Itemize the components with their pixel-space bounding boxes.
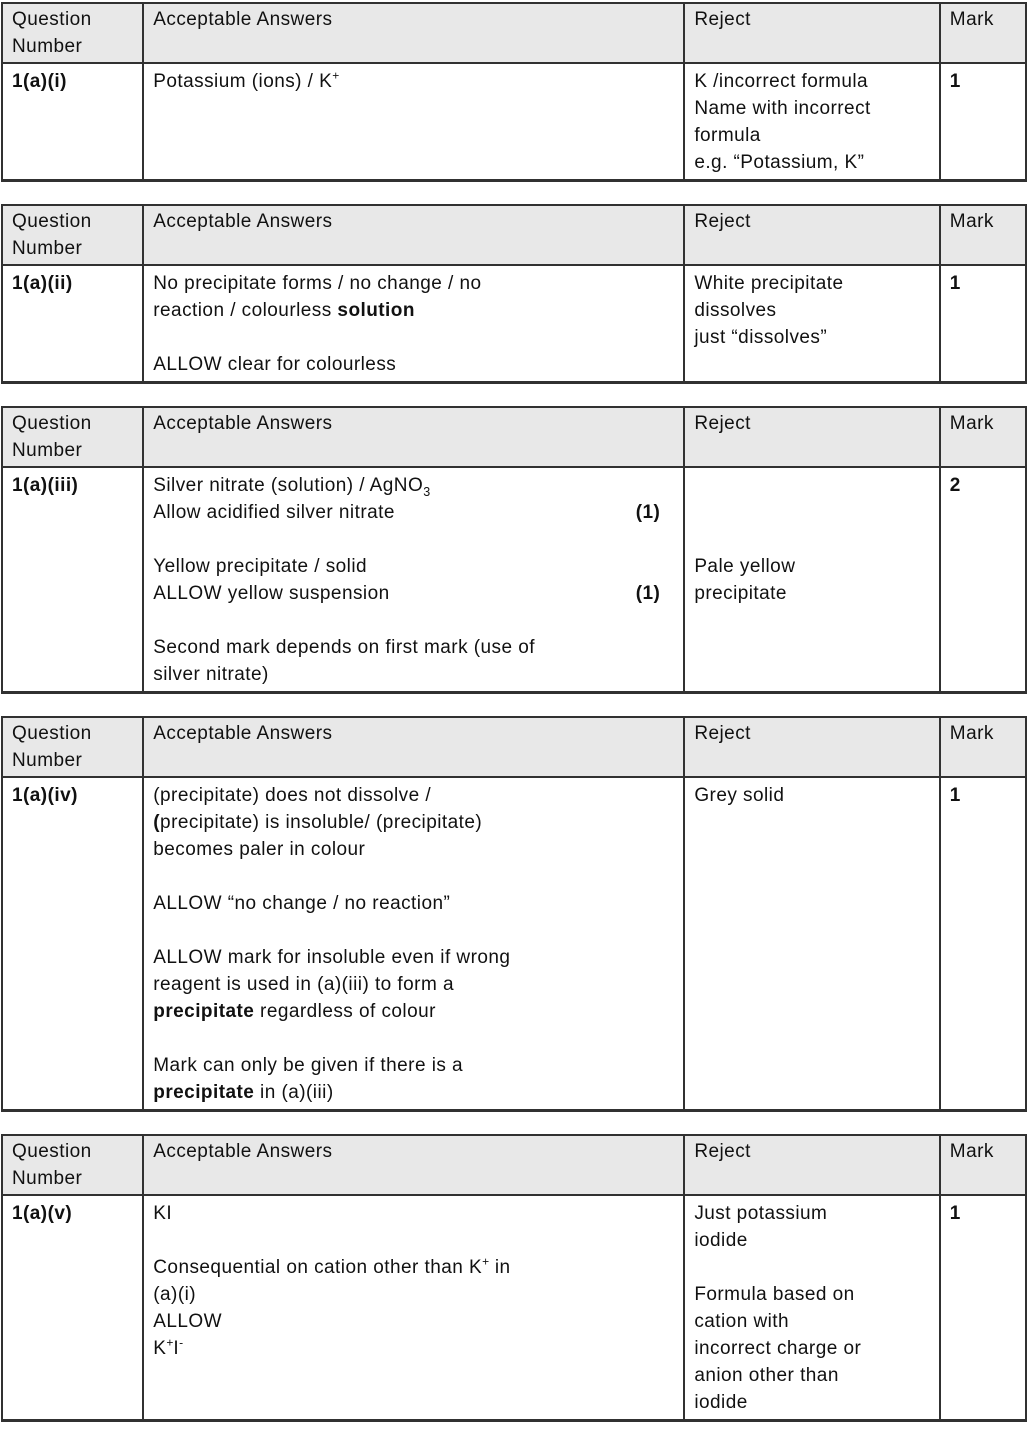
text-run: Just potassium [694,1203,828,1224]
question-number-header: Question Number [2,717,143,777]
text-run: No precipitate forms / no change / no [153,273,482,294]
text-run: reagent is used in (a)(iii) to form a [153,974,454,995]
question-number-cell [2,1195,143,1421]
text-line [153,971,674,998]
mark-header: Mark [940,717,1026,777]
text-run: anion other than [694,1365,839,1386]
text-run: Allow acidified silver nitrate [153,502,395,523]
acceptable-answers-cell [143,467,684,693]
reject-header: Reject [684,407,939,467]
text-line-left [153,1055,463,1076]
text-run: (precipitate) does not dissolve / [153,785,432,806]
text-line [153,1052,674,1079]
question-number-value: 1(a)(iii) [12,475,79,496]
text-line-left [694,125,761,146]
text-line [153,782,674,809]
text-run: just “dissolves” [694,327,828,348]
text-run: Silver nitrate (solution) / AgNO [153,475,424,496]
text-line [694,95,929,122]
mark-header: Mark [940,407,1026,467]
reject-header: Reject [684,205,939,265]
text-line [694,270,929,297]
mark-value: 1 [949,1203,961,1224]
text-line-left [153,556,367,577]
text-line [153,351,674,378]
text-line [153,1308,674,1335]
text-line-left [153,920,159,941]
text-line-left [153,580,389,607]
text-line-left [153,893,450,914]
mark-header: Mark [940,1135,1026,1195]
text-run: solution [337,300,415,321]
text-line [694,1200,929,1227]
acceptable-answers-cell [143,265,684,383]
text-line-left [153,664,269,685]
acceptable-answers-cell [143,777,684,1111]
text-line-left [153,785,431,806]
text-run: Grey solid [694,785,785,806]
text-run: iodide [694,1230,748,1251]
table-header-row [2,407,1026,467]
text-run: reaction / colourless [153,300,338,321]
question-number-value: 1(a)(iv) [12,785,78,806]
text-run: silver nitrate) [153,664,269,685]
text-line [153,1025,674,1052]
text-line [153,297,674,324]
text-line [694,324,929,351]
text-run: in (a)(iii) [254,1082,334,1103]
text-run: Formula based on [694,1284,855,1305]
text-line [153,499,674,526]
text-line [153,270,674,297]
text-line-left [153,1335,184,1359]
text-line [694,1362,929,1389]
question-number-value: 1(a)(i) [12,71,67,92]
text-line [153,1200,674,1227]
text-line [153,1079,674,1106]
text-line-left [694,152,864,173]
text-line-left [153,1284,196,1305]
text-line [153,324,674,351]
text-run: - [179,1335,184,1350]
text-run: 3 [423,484,431,499]
text-line [153,917,674,944]
text-run: precipitate) is insoluble/ (precipitate) [160,812,483,833]
acceptable-answers-header: Acceptable Answers [143,407,684,467]
mark-scheme-table [1,1134,1027,1422]
mark-cell [940,777,1026,1111]
table-header-row [2,205,1026,265]
text-line-left [694,1284,854,1305]
text-run: ALLOW [153,1311,223,1332]
text-line [694,122,929,149]
text-line-left [153,1254,511,1278]
text-run: precipitate [153,1082,255,1103]
question-number-value: 1(a)(v) [12,1203,73,1224]
question-number-cell [2,777,143,1111]
mark-cell [940,467,1026,693]
text-run: + [166,1335,174,1350]
text-line [694,499,929,526]
text-line [694,297,929,324]
table-body-row [2,63,1026,181]
question-number-value: 1(a)(ii) [12,273,73,294]
text-run: Potassium (ions) / K [153,71,333,92]
text-line-left [153,68,340,92]
text-line-left [153,499,395,526]
text-line [153,836,674,863]
text-line-left [153,1028,159,1049]
text-run: ALLOW mark for insoluble even if wrong [153,947,511,968]
text-line-left [694,300,776,321]
text-line [153,68,674,95]
text-line-left [694,1257,700,1278]
text-run: ALLOW “no change / no reaction” [153,893,451,914]
acceptable-answers-header: Acceptable Answers [143,205,684,265]
text-line [153,1335,674,1362]
text-line [694,526,929,553]
text-run: precipitate [153,1001,255,1022]
question-number-cell [2,63,143,181]
text-run: formula [694,125,761,146]
text-line-left [694,327,827,348]
mark-header: Mark [940,3,1026,63]
text-run: cation with [694,1311,790,1332]
text-line-left [153,1082,333,1103]
mark-value: 1 [949,785,961,806]
table-header-row [2,3,1026,63]
text-line [153,809,674,836]
text-run: ( [153,812,161,833]
mark-scheme-table [1,406,1027,694]
text-line [694,68,929,95]
text-line [694,1281,929,1308]
text-run: + [482,1254,490,1269]
text-run: Consequential on cation other than K [153,1257,483,1278]
text-line-left [153,1001,436,1022]
reject-cell [684,63,939,181]
question-number-header: Question Number [2,1135,143,1195]
text-line-left [153,637,535,658]
mark-scheme-table [1,716,1027,1112]
text-run: + [332,68,340,83]
text-line-left [153,354,396,375]
text-line-left [153,812,482,833]
text-line-left [153,839,365,860]
text-run: Pale yellow [694,556,796,577]
text-line [153,526,674,553]
text-run: Second mark depends on first mark (use of [153,637,535,658]
text-line-left [694,98,870,119]
acceptable-answers-header: Acceptable Answers [143,3,684,63]
text-run: Mark can only be given if there is a [153,1055,464,1076]
text-line [694,580,929,607]
text-line [694,1335,929,1362]
text-run: (1) [635,502,661,523]
mark-cell [940,265,1026,383]
acceptable-answers-header: Acceptable Answers [143,717,684,777]
mark-value: 1 [949,71,961,92]
text-line [694,472,929,499]
text-line [153,661,674,688]
question-number-header: Question Number [2,3,143,63]
reject-cell [684,1195,939,1421]
text-line [153,863,674,890]
text-run: ALLOW yellow suspension [153,583,390,604]
text-line-left [153,529,159,550]
table-body-row [2,265,1026,383]
text-line-left [694,273,843,294]
text-line [694,1227,929,1254]
text-run: Name with incorrect [694,98,871,119]
reject-cell [684,265,939,383]
table-body-row [2,777,1026,1111]
text-line-left [694,1311,789,1332]
mark-scheme-table [1,204,1027,384]
acceptable-answers-cell [143,63,684,181]
text-line-left [153,475,431,499]
text-line-left [153,1230,159,1251]
text-line-left [694,556,795,577]
text-run: K /incorrect formula [694,71,869,92]
text-line [153,998,674,1025]
question-number-header: Question Number [2,407,143,467]
text-line-left [153,974,454,995]
text-line [694,553,929,580]
text-line [153,580,674,607]
text-line-left [153,1311,222,1332]
acceptable-answers-header: Acceptable Answers [143,1135,684,1195]
mark-value: 2 [949,475,961,496]
text-line-left [694,529,700,550]
table-header-row [2,717,1026,777]
question-number-cell [2,467,143,693]
text-line [153,1254,674,1281]
marking-point-value [636,580,661,607]
reject-cell [684,467,939,693]
text-line-left [694,502,700,523]
text-line [153,944,674,971]
text-line-left [694,1230,747,1251]
text-line [694,149,929,176]
text-line [153,634,674,661]
mark-scheme-table [1,2,1027,182]
text-run: incorrect charge or [694,1338,862,1359]
mark-cell [940,1195,1026,1421]
text-line [153,553,674,580]
text-line-left [153,947,510,968]
marking-point-value [636,499,661,526]
reject-header: Reject [684,717,939,777]
text-run: Yellow precipitate / solid [153,556,368,577]
text-run: (a)(i) [153,1284,197,1305]
text-run: iodide [694,1392,748,1413]
text-line-left [153,273,481,294]
text-line-left [694,583,787,604]
acceptable-answers-cell [143,1195,684,1421]
text-line-left [694,475,700,496]
text-line [694,1254,929,1281]
text-line-left [694,1365,839,1386]
text-run: in [489,1257,511,1278]
text-line [153,472,674,499]
table-body-row [2,467,1026,693]
text-run: ALLOW clear for colourless [153,354,397,375]
text-line-left [694,1203,827,1224]
text-line-left [694,1338,861,1359]
text-run: becomes paler in colour [153,839,366,860]
text-line-left [153,610,159,631]
text-run: e.g. “Potassium, K” [694,152,865,173]
text-run: regardless of colour [254,1001,436,1022]
text-run: White precipitate [694,273,844,294]
reject-header: Reject [684,3,939,63]
text-line [694,782,929,809]
text-line [153,607,674,634]
text-run: (1) [635,583,661,604]
text-line [153,1227,674,1254]
text-line [694,1308,929,1335]
mark-value: 1 [949,273,961,294]
text-run: KI [153,1203,173,1224]
reject-cell [684,777,939,1111]
text-line-left [153,300,415,321]
text-line [153,890,674,917]
table-body-row [2,1195,1026,1421]
text-run: dissolves [694,300,777,321]
text-run: K [153,1338,167,1359]
reject-header: Reject [684,1135,939,1195]
table-header-row [2,1135,1026,1195]
text-line-left [694,785,784,806]
text-line-left [153,866,159,887]
question-number-header: Question Number [2,205,143,265]
text-run: precipitate [694,583,787,604]
mark-header: Mark [940,205,1026,265]
text-line [153,1281,674,1308]
text-line-left [694,71,868,92]
mark-cell [940,63,1026,181]
text-line-left [153,327,159,348]
text-run: I [173,1338,180,1359]
text-line-left [153,1203,172,1224]
question-number-cell [2,265,143,383]
